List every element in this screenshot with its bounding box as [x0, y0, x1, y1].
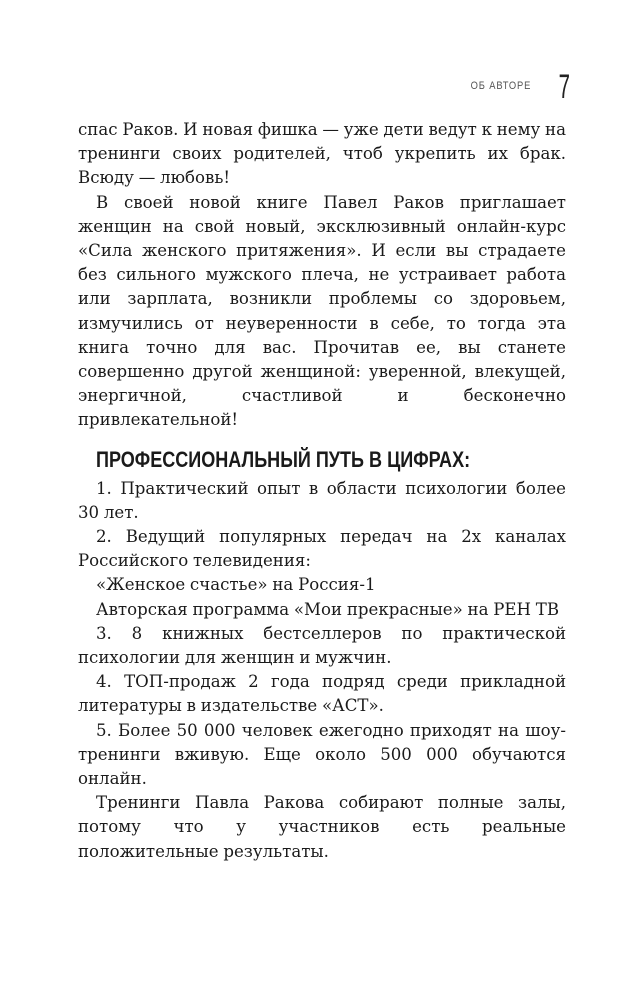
list-subitem: Авторская программа «Мои прекрасные» на РЕН ТВ	[96, 599, 560, 619]
list-item: 5. Более 50 000 человек ежегодно приходят на шоу-тренинги вживую. Еще около 500 000 обучаются онлайн.	[78, 720, 566, 789]
page-number: 7	[558, 68, 570, 106]
paragraph-book-intro: В своей новой книге Павел Раков приглашает женщин на свой новый, эксклюзивный онлайн-курс «Сила женского притяжения». И если вы страдаете без сильного мужского плеча, не устраивает работа или зарплата, возникли проблемы со здоровьем, измучились от неуверенности в себе, то тогда эта книга точно для вас. Прочитав ее, вы станете совершенно другой женщиной: уверенной, влекущей, энергичной, счастливой и бесконечно привлекательной!	[78, 192, 566, 430]
paragraph-continuation: спас Раков. И новая фишка — уже дети ведут к нему на тренинги своих родителей, чтоб укрепить их брак. Всюду — любовь!	[78, 120, 566, 188]
achievements-list	[78, 477, 566, 792]
closing-paragraph: Тренинги Павла Ракова собирают полные залы, потому что у участников есть реальные положительные результаты.	[78, 793, 566, 861]
running-header	[460, 70, 570, 104]
page-body	[78, 118, 566, 864]
list-item: 1. Практический опыт в области психологии более 30 лет.	[78, 478, 566, 522]
section-label: ОБ АВТОРЕ	[470, 80, 532, 92]
list-item: 4. ТОП-продаж 2 года подряд среди прикладной литературы в издательстве «АСТ».	[78, 672, 566, 716]
list-item: 2. Ведущий популярных передач на 2х каналах Российского телевидения:	[78, 527, 566, 571]
list-item: 3. 8 книжных бестселлеров по практической психологии для женщин и мужчин.	[78, 623, 566, 668]
list-subitem: «Женское счастье» на Россия-1	[96, 575, 376, 595]
section-heading: ПРОФЕССИОНАЛЬНЫЙ ПУТЬ В ЦИФРАХ:	[96, 446, 471, 472]
